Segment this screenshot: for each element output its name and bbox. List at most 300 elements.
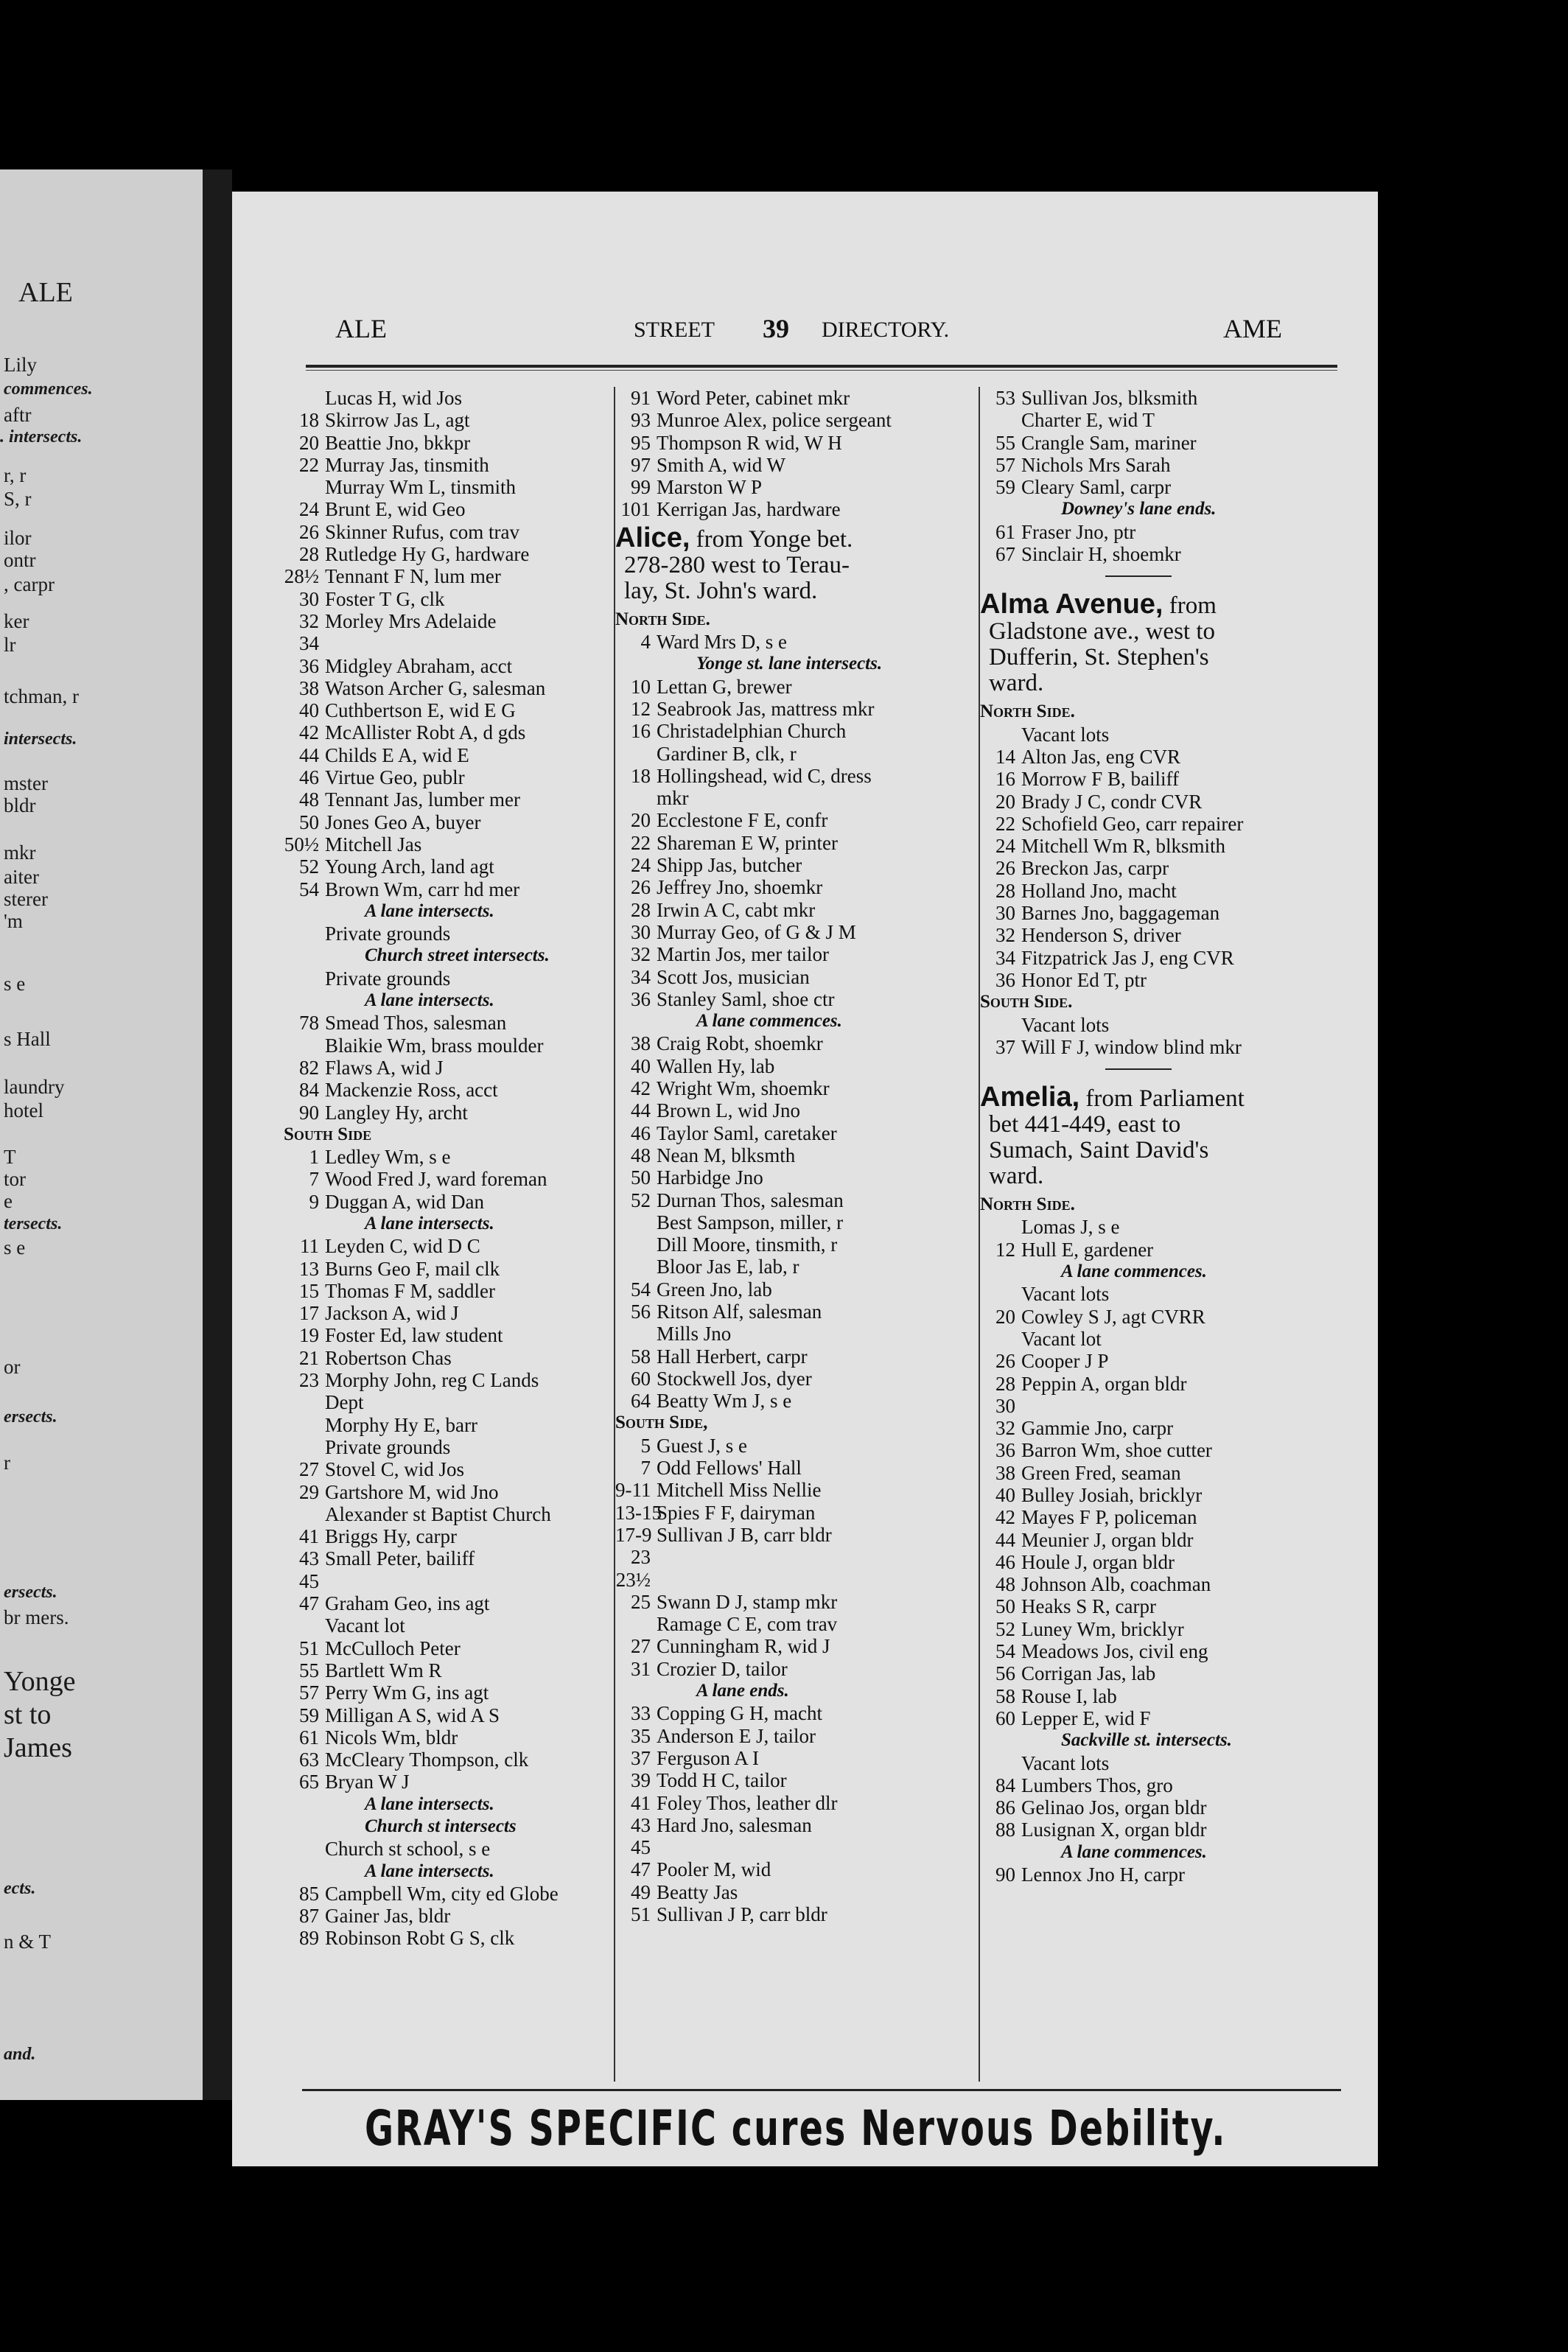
directory-entry	[980, 902, 1348, 924]
entry-text: Crangle Sam, mariner	[1021, 431, 1197, 454]
entry-text: Irwin A C, cabt mkr	[657, 898, 816, 921]
house-number: 39	[631, 1769, 651, 1792]
entry-text: Skinner Rufus, com trav	[325, 520, 519, 543]
directory-entry	[980, 969, 1348, 991]
entry-text: Gardiner B, clk, r	[657, 742, 797, 765]
house-number: 9-11	[615, 1479, 651, 1502]
lane-note	[980, 1841, 1348, 1863]
directory-entry	[615, 1166, 976, 1189]
entry-text: Barron Wm, shoe cutter	[1021, 1439, 1212, 1462]
house-number: 38	[299, 676, 319, 699]
directory-entry	[615, 498, 976, 520]
house-number: 60	[631, 1367, 651, 1390]
directory-entry	[284, 387, 612, 409]
entry-text: Crozier D, tailor	[657, 1657, 788, 1680]
directory-entry	[980, 1640, 1348, 1662]
facing-page-fragment: tersects.	[4, 1214, 63, 1233]
directory-entry	[980, 409, 1348, 431]
entry-text: A lane intersects.	[365, 1861, 494, 1881]
directory-entry	[284, 432, 612, 454]
entry-text: Church st school, s e	[325, 1838, 491, 1861]
street-heading	[615, 522, 976, 604]
street-description: Gladstone ave., west to	[989, 618, 1216, 645]
entry-text: Downey's lane ends.	[1061, 499, 1217, 519]
directory-entry	[284, 632, 612, 654]
house-number: 41	[299, 1525, 319, 1548]
street-description: Dufferin, St. Stephen's	[989, 644, 1209, 671]
entry-text: Murray Jas, tinsmith	[325, 453, 489, 476]
entry-text: Mitchell Jas	[325, 833, 422, 855]
entry-text: Vacant lots	[1021, 723, 1110, 746]
directory-entry	[284, 1525, 612, 1547]
directory-entry	[980, 1819, 1348, 1841]
directory-entry	[615, 1502, 976, 1524]
directory-entry	[615, 1256, 976, 1278]
house-number: 24	[995, 835, 1015, 858]
directory-entry	[980, 432, 1348, 454]
house-number: 58	[995, 1684, 1015, 1707]
entry-text: Skirrow Jas L, agt	[325, 409, 470, 432]
entry-text: Beatty Jas	[657, 1880, 738, 1903]
directory-entry	[980, 1417, 1348, 1439]
directory-entry	[980, 1573, 1348, 1595]
directory-entry	[615, 1591, 976, 1613]
directory-entry	[980, 1350, 1348, 1372]
directory-entry	[980, 1328, 1348, 1350]
directory-entry	[284, 677, 612, 699]
directory-entry	[284, 1347, 612, 1369]
entry-text: South Side	[284, 1124, 372, 1144]
directory-entry	[615, 1858, 976, 1880]
directory-entry	[615, 1122, 976, 1144]
entry-text: Smith A, wid W	[657, 453, 786, 476]
house-number: 36	[995, 968, 1015, 991]
house-number: 19	[299, 1324, 319, 1347]
street-description: Sumach, Saint David's	[989, 1137, 1209, 1164]
facing-page-fragment: bldr	[4, 794, 36, 816]
entry-text: McCulloch Peter	[325, 1637, 461, 1659]
house-number: 90	[995, 1863, 1015, 1886]
directory-entry	[980, 1618, 1348, 1640]
header-left-keyword: ALE	[335, 314, 387, 343]
directory-entry	[284, 1079, 612, 1101]
lane-note	[615, 1680, 976, 1702]
house-number: 42	[995, 1506, 1015, 1529]
directory-entry	[615, 1189, 976, 1211]
directory-entry	[284, 1324, 612, 1346]
entry-text: Copping G H, macht	[657, 1702, 822, 1725]
facing-page-fragment: ALE	[18, 277, 73, 308]
directory-entry	[980, 476, 1348, 498]
entry-text: North Side.	[980, 701, 1075, 722]
house-number: 91	[631, 387, 651, 409]
entry-text: Vacant lots	[1021, 1013, 1110, 1036]
directory-entry	[980, 1216, 1348, 1238]
entry-text: Wallen Hy, lab	[657, 1054, 775, 1077]
house-number: 30	[299, 587, 319, 610]
directory-entry	[980, 1014, 1348, 1036]
entry-text: North Side.	[980, 1194, 1075, 1215]
directory-entry	[284, 610, 612, 632]
entry-text: Nichols Mrs Sarah	[1021, 453, 1171, 476]
facing-page-fragment: Yonge	[4, 1666, 76, 1697]
facing-page-fragment: James	[4, 1732, 72, 1763]
house-number: 20	[995, 1305, 1015, 1328]
entry-text: Brunt E, wid Geo	[325, 498, 466, 521]
facing-page-fragment: ker	[4, 610, 29, 632]
entry-text: Spies F F, dairyman	[657, 1501, 816, 1524]
house-number: 44	[631, 1099, 651, 1122]
directory-entry	[615, 765, 976, 787]
house-number: 32	[995, 1417, 1015, 1440]
lane-note	[284, 1816, 612, 1838]
entry-text: Tennant F N, lum mer	[325, 565, 501, 588]
directory-entry	[615, 1702, 976, 1724]
house-number: 87	[299, 1905, 319, 1928]
lane-note	[980, 1729, 1348, 1751]
entry-text: Barnes Jno, baggageman	[1021, 902, 1220, 925]
house-number: 32	[299, 609, 319, 632]
directory-entry	[284, 833, 612, 855]
page-number: 39	[763, 314, 789, 343]
house-number: 50½	[284, 833, 319, 855]
entry-text: A lane commences.	[696, 1011, 842, 1032]
entry-text: Henderson S, driver	[1021, 924, 1181, 947]
column-3	[980, 387, 1348, 1886]
directory-entry	[980, 1036, 1348, 1058]
entry-text: Nean M, blksmth	[657, 1144, 796, 1166]
entry-text: Lettan G, brewer	[657, 675, 792, 698]
directory-entry	[284, 1235, 612, 1257]
directory-entry	[615, 832, 976, 854]
entry-text: Jones Geo A, buyer	[325, 811, 481, 833]
entry-text: Sullivan J P, carr bldr	[657, 1903, 827, 1925]
entry-text: Stockwell Jos, dyer	[657, 1367, 812, 1390]
entry-text: Bulley Josiah, bricklyr	[1021, 1483, 1203, 1506]
entry-text: Lucas H, wid Jos	[325, 387, 462, 409]
directory-entry	[284, 454, 612, 476]
directory-entry	[284, 788, 612, 811]
directory-entry	[615, 1658, 976, 1680]
house-number: 67	[995, 543, 1015, 566]
house-number: 47	[299, 1592, 319, 1615]
entry-text: Kerrigan Jas, hardware	[657, 498, 841, 521]
lane-note	[284, 945, 612, 967]
entry-text: Guest J, s e	[657, 1434, 747, 1457]
entry-text: Rutledge Hy G, hardware	[325, 543, 530, 566]
entry-text: Milligan A S, wid A S	[325, 1704, 500, 1726]
house-number: 58	[631, 1345, 651, 1368]
entry-text: Private grounds	[325, 923, 451, 945]
directory-entry	[615, 698, 976, 720]
entry-text: Hall Herbert, carpr	[657, 1345, 808, 1368]
house-number: 51	[631, 1903, 651, 1925]
entry-text: Beatty Wm J, s e	[657, 1390, 792, 1413]
entry-text: Mills Jno	[657, 1323, 732, 1345]
entry-text: Flaws A, wid J	[325, 1056, 444, 1079]
entry-text: Peppin A, organ bldr	[1021, 1372, 1187, 1395]
house-number: 12	[995, 1238, 1015, 1261]
facing-page-fragment: aftr	[4, 404, 32, 426]
directory-entry	[284, 1749, 612, 1771]
directory-entry	[284, 923, 612, 945]
directory-entry	[284, 855, 612, 878]
house-number: 7	[640, 1457, 651, 1480]
header-street-word: STREET	[634, 318, 715, 342]
entry-text: Sullivan Jos, blksmith	[1021, 387, 1198, 409]
house-number: 22	[631, 831, 651, 854]
house-number: 55	[299, 1659, 319, 1681]
directory-entry	[284, 1771, 612, 1793]
directory-entry	[615, 787, 976, 809]
facing-page-fragment: hotel	[4, 1099, 43, 1121]
entry-text: Dill Moore, tinsmith, r	[657, 1233, 838, 1256]
directory-entry	[980, 880, 1348, 902]
entry-text: Mackenzie Ross, acct	[325, 1079, 498, 1102]
street-name: Alma Avenue,	[980, 589, 1163, 620]
directory-entry	[980, 1506, 1348, 1528]
directory-entry	[284, 1592, 612, 1614]
facing-page-fragment: ilor	[4, 527, 32, 549]
entry-text: Cunningham R, wid J	[657, 1635, 830, 1658]
facing-page-fragment: s e	[4, 1236, 26, 1259]
entry-text: Briggs Hy, carpr	[325, 1525, 457, 1548]
directory-entry	[284, 1704, 612, 1726]
house-number: 59	[995, 476, 1015, 499]
street-description: from	[1169, 592, 1217, 620]
entry-text: A lane intersects.	[365, 1213, 494, 1233]
house-number: 21	[299, 1346, 319, 1369]
directory-entry	[980, 1774, 1348, 1796]
house-number: 50	[631, 1166, 651, 1189]
directory-entry	[615, 943, 976, 965]
lane-note	[284, 1861, 612, 1883]
entry-text: North Side.	[615, 609, 710, 629]
entry-text: Cooper J P	[1021, 1350, 1109, 1373]
directory-entry	[615, 1479, 976, 1501]
house-number: 28	[299, 543, 319, 566]
directory-entry	[615, 899, 976, 921]
directory-entry	[615, 1233, 976, 1256]
directory-entry	[284, 1057, 612, 1079]
house-number: 32	[631, 943, 651, 966]
house-number: 27	[631, 1635, 651, 1658]
directory-entry	[980, 813, 1348, 835]
facing-page-fragment: e	[4, 1190, 13, 1212]
house-number: 95	[631, 431, 651, 454]
facing-page-fragment: mster	[4, 772, 48, 794]
entry-text: Blaikie Wm, brass moulder	[325, 1034, 544, 1057]
directory-entry	[615, 1836, 976, 1858]
directory-entry	[284, 1481, 612, 1503]
section-rule	[980, 565, 1348, 587]
directory-entry	[615, 432, 976, 454]
directory-entry	[980, 387, 1348, 409]
entry-text: Fitzpatrick Jas J, eng CVR	[1021, 946, 1234, 969]
entry-text: Marston W P	[657, 476, 763, 499]
entry-text: Lomas J, s e	[1021, 1216, 1120, 1239]
house-number: 93	[631, 409, 651, 432]
house-number: 28	[995, 1372, 1015, 1395]
facing-page-fragment: . intersects.	[0, 427, 83, 447]
entry-text: Rouse I, lab	[1021, 1684, 1117, 1707]
directory-entry	[615, 1457, 976, 1479]
directory-entry	[615, 1546, 976, 1568]
lane-note	[284, 1213, 612, 1235]
entry-text: Ledley Wm, s e	[325, 1146, 451, 1169]
entry-text: Gainer Jas, bldr	[325, 1905, 451, 1928]
house-number: 55	[995, 431, 1015, 454]
facing-page-fragment: st to	[4, 1699, 52, 1730]
entry-text: Dept	[325, 1391, 364, 1414]
street-heading	[980, 1082, 1348, 1190]
directory-entry	[615, 1099, 976, 1121]
directory-entry	[615, 1814, 976, 1836]
house-number: 36	[299, 654, 319, 677]
entry-text: Duggan A, wid Dan	[325, 1190, 484, 1213]
facing-page-fragment: r	[4, 1452, 10, 1474]
facing-page-fragment: tchman, r	[4, 685, 79, 707]
facing-page-fragment: sterer	[4, 888, 48, 910]
facing-page-fragment: commences.	[4, 379, 93, 399]
lane-note	[980, 1261, 1348, 1283]
directory-entry	[284, 409, 612, 431]
directory-entry	[615, 1301, 976, 1323]
house-number: 20	[299, 431, 319, 454]
entry-text: Honor Ed T, ptr	[1021, 968, 1147, 991]
entry-text: Meunier J, organ bldr	[1021, 1528, 1194, 1551]
directory-entry	[615, 387, 976, 409]
directory-entry	[284, 1436, 612, 1458]
entry-text: A lane ends.	[696, 1681, 789, 1701]
entry-text: Foster Ed, law student	[325, 1324, 503, 1347]
directory-entry	[980, 454, 1348, 476]
facing-page-fragment: S, r	[4, 488, 32, 510]
directory-entry	[284, 699, 612, 721]
house-number: 45	[299, 1569, 319, 1592]
directory-entry	[980, 1863, 1348, 1886]
house-number: 40	[995, 1483, 1015, 1506]
house-number: 43	[631, 1813, 651, 1836]
facing-page-fragment: tor	[4, 1168, 26, 1190]
street-description: bet 441-449, east to	[989, 1111, 1181, 1138]
house-number: 38	[631, 1032, 651, 1055]
house-number: 26	[995, 857, 1015, 880]
directory-entry	[615, 809, 976, 831]
facing-page-fragment: r, r	[4, 464, 27, 486]
entry-text: Tennant Jas, lumber mer	[325, 788, 521, 811]
house-number: 88	[995, 1819, 1015, 1841]
directory-entry	[284, 1614, 612, 1637]
directory-entry	[284, 1905, 612, 1927]
directory-entry	[980, 1796, 1348, 1819]
entry-text: Ecclestone F E, confr	[657, 809, 828, 832]
directory-entry	[615, 1569, 976, 1591]
directory-entry	[980, 1595, 1348, 1617]
facing-page-fragment: br mers.	[4, 1606, 69, 1628]
entry-text: Lennox Jno H, carpr	[1021, 1863, 1185, 1886]
entry-text: Bryan W J	[325, 1771, 410, 1793]
house-number: 5	[640, 1434, 651, 1457]
column-2	[615, 387, 976, 1925]
house-number: 86	[995, 1796, 1015, 1819]
house-number: 97	[631, 453, 651, 476]
house-number: 15	[299, 1279, 319, 1302]
street-description: from Yonge bet.	[696, 525, 853, 553]
directory-entry	[284, 1280, 612, 1302]
house-number: 23	[299, 1369, 319, 1392]
directory-entry	[980, 1484, 1348, 1506]
house-number: 57	[995, 453, 1015, 476]
entry-text: Heaks S R, carpr	[1021, 1595, 1156, 1618]
directory-entry	[284, 1369, 612, 1391]
house-number: 56	[995, 1662, 1015, 1685]
facing-page-fragment: and.	[4, 2045, 36, 2064]
house-number: 46	[631, 1121, 651, 1144]
directory-entry	[980, 1529, 1348, 1551]
directory-entry	[615, 854, 976, 876]
directory-entry	[615, 1144, 976, 1166]
entry-text: Ritson Alf, salesman	[657, 1300, 822, 1323]
house-number: 18	[299, 409, 319, 432]
directory-entry	[284, 1102, 612, 1124]
entry-text: Campbell Wm, city ed Globe	[325, 1882, 559, 1905]
lane-note	[284, 990, 612, 1012]
house-number: 85	[299, 1882, 319, 1905]
advertisement-footer: GRAY'S SPECIFIC cures Nervous Debility.	[365, 2100, 1227, 2157]
entry-text: Todd H C, tailor	[657, 1769, 787, 1792]
house-number: 1	[309, 1146, 319, 1169]
entry-text: Sinclair H, shoemkr	[1021, 543, 1181, 566]
house-number: 51	[299, 1637, 319, 1659]
house-number: 40	[631, 1054, 651, 1077]
directory-entry	[980, 835, 1348, 857]
entry-text: Private grounds	[325, 1435, 451, 1458]
directory-entry	[980, 1662, 1348, 1684]
entry-text: Corrigan Jas, lab	[1021, 1662, 1156, 1685]
directory-entry	[980, 791, 1348, 813]
entry-text: Graham Geo, ins agt	[325, 1592, 490, 1615]
directory-entry	[284, 1458, 612, 1480]
entry-text: Alexander st Baptist Church	[325, 1502, 551, 1525]
house-number: 82	[299, 1056, 319, 1079]
entry-text: Odd Fellows' Hall	[657, 1457, 802, 1480]
header-directory-word: DIRECTORY.	[822, 318, 950, 342]
facing-page-fragment: ontr	[4, 549, 36, 571]
entry-text: Stovel C, wid Jos	[325, 1458, 465, 1481]
house-number: 35	[631, 1724, 651, 1747]
house-number: 59	[299, 1704, 319, 1726]
house-number: 16	[995, 768, 1015, 791]
house-number: 89	[299, 1927, 319, 1950]
house-number: 13	[299, 1257, 319, 1280]
entry-text: Watson Archer G, salesman	[325, 676, 546, 699]
house-number: 23½	[615, 1568, 651, 1591]
entry-text: Morley Mrs Adelaide	[325, 609, 497, 632]
facing-page-fragment: intersects.	[4, 729, 77, 749]
entry-text: Will F J, window blind mkr	[1021, 1035, 1242, 1058]
house-number: 46	[995, 1550, 1015, 1573]
directory-entry	[980, 1373, 1348, 1395]
house-number: 52	[631, 1189, 651, 1211]
entry-text: Bloor Jas E, lab, r	[657, 1256, 799, 1278]
entry-text: Christadelphian Church	[657, 720, 847, 743]
directory-entry	[284, 1146, 612, 1168]
directory-entry	[615, 1613, 976, 1635]
house-number: 16	[631, 720, 651, 743]
directory-entry	[615, 1077, 976, 1099]
book-gutter	[203, 169, 232, 2100]
